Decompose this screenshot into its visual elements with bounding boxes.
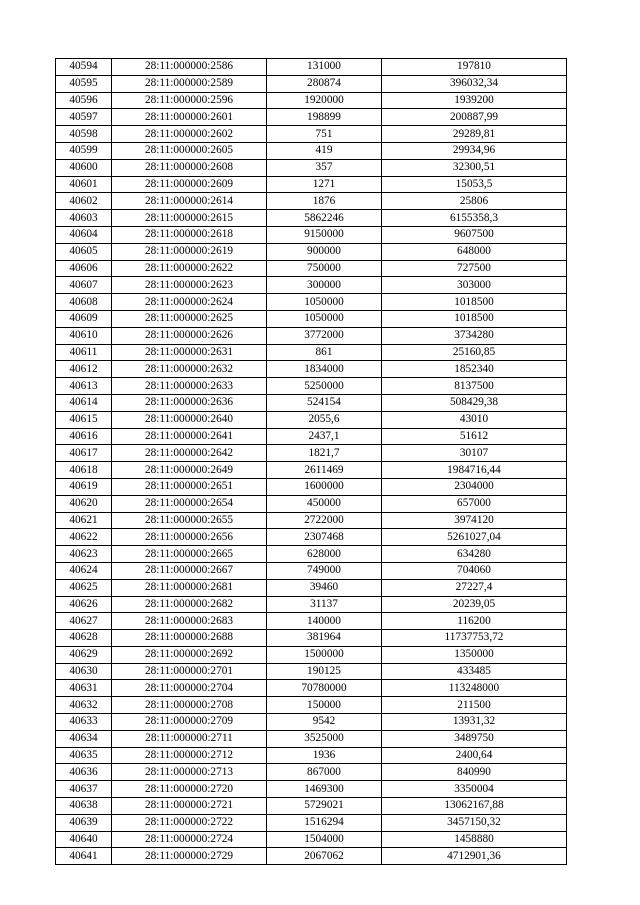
cadastral-value-cell: 25806 [382, 193, 567, 210]
row-number-cell: 40598 [56, 126, 112, 143]
cadastral-value-cell: 8137500 [382, 378, 567, 395]
cadastral-value-cell: 2400,64 [382, 747, 567, 764]
table-row [56, 663, 567, 680]
table-row [56, 814, 567, 831]
table-row [56, 848, 567, 865]
table-row [56, 210, 567, 227]
cadastral-value-cell: 29289,81 [382, 126, 567, 143]
area-cell: 1600000 [267, 478, 382, 495]
table-row [56, 243, 567, 260]
row-number-cell: 40623 [56, 546, 112, 563]
table-row [56, 462, 567, 479]
cadastral-value-cell: 303000 [382, 277, 567, 294]
row-number-cell: 40611 [56, 344, 112, 361]
area-cell: 751 [267, 126, 382, 143]
row-number-cell: 40604 [56, 226, 112, 243]
row-number-cell: 40622 [56, 529, 112, 546]
cadastral-number-cell: 28:11:000000:2701 [112, 663, 267, 680]
row-number-cell: 40627 [56, 613, 112, 630]
row-number-cell: 40594 [56, 59, 112, 76]
table-row [56, 495, 567, 512]
cadastral-value-cell: 648000 [382, 243, 567, 260]
cadastral-number-cell: 28:11:000000:2614 [112, 193, 267, 210]
table-row [56, 428, 567, 445]
area-cell: 70780000 [267, 680, 382, 697]
area-cell: 1936 [267, 747, 382, 764]
cadastral-number-cell: 28:11:000000:2608 [112, 159, 267, 176]
cadastral-number-cell: 28:11:000000:2623 [112, 277, 267, 294]
area-cell: 39460 [267, 579, 382, 596]
table-row [56, 394, 567, 411]
area-cell: 5862246 [267, 210, 382, 227]
cadastral-value-cell: 634280 [382, 546, 567, 563]
cadastral-number-cell: 28:11:000000:2711 [112, 730, 267, 747]
cadastral-value-cell: 113248000 [382, 680, 567, 697]
area-cell: 1876 [267, 193, 382, 210]
row-number-cell: 40628 [56, 630, 112, 647]
area-cell: 9542 [267, 714, 382, 731]
table-row [56, 159, 567, 176]
area-cell: 1821,7 [267, 445, 382, 462]
table-row [56, 478, 567, 495]
table-row [56, 529, 567, 546]
row-number-cell: 40608 [56, 294, 112, 311]
row-number-cell: 40619 [56, 478, 112, 495]
area-cell: 131000 [267, 59, 382, 76]
cadastral-value-cell: 197810 [382, 59, 567, 76]
area-cell: 1469300 [267, 781, 382, 798]
row-number-cell: 40625 [56, 579, 112, 596]
cadastral-number-cell: 28:11:000000:2708 [112, 697, 267, 714]
cadastral-number-cell: 28:11:000000:2605 [112, 142, 267, 159]
cadastral-number-cell: 28:11:000000:2624 [112, 294, 267, 311]
table-row [56, 92, 567, 109]
cadastral-value-cell: 433485 [382, 663, 567, 680]
row-number-cell: 40621 [56, 512, 112, 529]
row-number-cell: 40635 [56, 747, 112, 764]
row-number-cell: 40617 [56, 445, 112, 462]
area-cell: 31137 [267, 596, 382, 613]
table-row [56, 378, 567, 395]
cadastral-value-cell: 25160,85 [382, 344, 567, 361]
row-number-cell: 40616 [56, 428, 112, 445]
table-row [56, 75, 567, 92]
area-cell: 3772000 [267, 327, 382, 344]
area-cell: 1050000 [267, 310, 382, 327]
cadastral-value-cell: 3489750 [382, 730, 567, 747]
table-row [56, 781, 567, 798]
row-number-cell: 40606 [56, 260, 112, 277]
table-body [56, 59, 567, 865]
row-number-cell: 40603 [56, 210, 112, 227]
area-cell: 861 [267, 344, 382, 361]
table-row [56, 646, 567, 663]
cadastral-value-cell: 704060 [382, 562, 567, 579]
cadastral-number-cell: 28:11:000000:2618 [112, 226, 267, 243]
cadastral-value-cell: 32300,51 [382, 159, 567, 176]
table-row [56, 310, 567, 327]
area-cell: 140000 [267, 613, 382, 630]
area-cell: 1834000 [267, 361, 382, 378]
table-row [56, 327, 567, 344]
area-cell: 2437,1 [267, 428, 382, 445]
cadastral-number-cell: 28:11:000000:2654 [112, 495, 267, 512]
row-number-cell: 40626 [56, 596, 112, 613]
cadastral-value-cell: 1939200 [382, 92, 567, 109]
table-row [56, 630, 567, 647]
area-cell: 381964 [267, 630, 382, 647]
cadastral-value-cell: 2304000 [382, 478, 567, 495]
cadastral-number-cell: 28:11:000000:2667 [112, 562, 267, 579]
cadastral-value-cell: 396032,34 [382, 75, 567, 92]
area-cell: 300000 [267, 277, 382, 294]
cadastral-value-cell: 200887,99 [382, 109, 567, 126]
row-number-cell: 40638 [56, 798, 112, 815]
row-number-cell: 40599 [56, 142, 112, 159]
area-cell: 5729021 [267, 798, 382, 815]
cadastral-number-cell: 28:11:000000:2632 [112, 361, 267, 378]
area-cell: 867000 [267, 764, 382, 781]
area-cell: 450000 [267, 495, 382, 512]
cadastral-number-cell: 28:11:000000:2655 [112, 512, 267, 529]
cadastral-number-cell: 28:11:000000:2626 [112, 327, 267, 344]
table-row [56, 361, 567, 378]
area-cell: 749000 [267, 562, 382, 579]
cadastral-value-cell: 30107 [382, 445, 567, 462]
row-number-cell: 40620 [56, 495, 112, 512]
cadastral-value-cell: 508429,38 [382, 394, 567, 411]
table-row [56, 142, 567, 159]
cadastral-number-cell: 28:11:000000:2656 [112, 529, 267, 546]
cadastral-value-cell: 1984716,44 [382, 462, 567, 479]
cadastral-number-cell: 28:11:000000:2596 [112, 92, 267, 109]
table-row [56, 512, 567, 529]
cadastral-number-cell: 28:11:000000:2682 [112, 596, 267, 613]
row-number-cell: 40631 [56, 680, 112, 697]
area-cell: 1504000 [267, 831, 382, 848]
table-row [56, 579, 567, 596]
row-number-cell: 40614 [56, 394, 112, 411]
cadastral-number-cell: 28:11:000000:2625 [112, 310, 267, 327]
area-cell: 1920000 [267, 92, 382, 109]
cadastral-value-cell: 1458880 [382, 831, 567, 848]
cadastral-value-cell: 27227,4 [382, 579, 567, 596]
row-number-cell: 40629 [56, 646, 112, 663]
cadastral-value-cell: 51612 [382, 428, 567, 445]
row-number-cell: 40610 [56, 327, 112, 344]
cadastral-value-cell: 43010 [382, 411, 567, 428]
table-row [56, 680, 567, 697]
row-number-cell: 40601 [56, 176, 112, 193]
row-number-cell: 40607 [56, 277, 112, 294]
cadastral-number-cell: 28:11:000000:2615 [112, 210, 267, 227]
cadastral-number-cell: 28:11:000000:2721 [112, 798, 267, 815]
cadastral-value-cell: 4712901,36 [382, 848, 567, 865]
cadastral-number-cell: 28:11:000000:2619 [112, 243, 267, 260]
cadastral-value-cell: 5261027,04 [382, 529, 567, 546]
cadastral-number-cell: 28:11:000000:2641 [112, 428, 267, 445]
cadastral-value-cell: 11737753,72 [382, 630, 567, 647]
area-cell: 2067062 [267, 848, 382, 865]
cadastral-number-cell: 28:11:000000:2609 [112, 176, 267, 193]
area-cell: 198899 [267, 109, 382, 126]
table-row [56, 176, 567, 193]
cadastral-number-cell: 28:11:000000:2722 [112, 814, 267, 831]
row-number-cell: 40602 [56, 193, 112, 210]
table-row [56, 831, 567, 848]
cadastral-number-cell: 28:11:000000:2602 [112, 126, 267, 143]
area-cell: 2055,6 [267, 411, 382, 428]
table-row [56, 445, 567, 462]
cadastral-value-cell: 211500 [382, 697, 567, 714]
table-row [56, 562, 567, 579]
cadastral-value-cell: 9607500 [382, 226, 567, 243]
area-cell: 9150000 [267, 226, 382, 243]
cadastral-number-cell: 28:11:000000:2729 [112, 848, 267, 865]
row-number-cell: 40633 [56, 714, 112, 731]
row-number-cell: 40597 [56, 109, 112, 126]
table-row [56, 697, 567, 714]
cadastral-number-cell: 28:11:000000:2636 [112, 394, 267, 411]
area-cell: 1271 [267, 176, 382, 193]
cadastral-number-cell: 28:11:000000:2649 [112, 462, 267, 479]
row-number-cell: 40640 [56, 831, 112, 848]
cadastral-number-cell: 28:11:000000:2651 [112, 478, 267, 495]
cadastral-number-cell: 28:11:000000:2720 [112, 781, 267, 798]
table-row [56, 294, 567, 311]
cadastral-value-cell: 3734280 [382, 327, 567, 344]
table-row [56, 798, 567, 815]
cadastral-value-cell: 3457150,32 [382, 814, 567, 831]
cadastral-number-cell: 28:11:000000:2709 [112, 714, 267, 731]
cadastral-number-cell: 28:11:000000:2665 [112, 546, 267, 563]
row-number-cell: 40605 [56, 243, 112, 260]
cadastral-number-cell: 28:11:000000:2724 [112, 831, 267, 848]
cadastral-number-cell: 28:11:000000:2688 [112, 630, 267, 647]
table-row [56, 546, 567, 563]
area-cell: 750000 [267, 260, 382, 277]
table-row [56, 747, 567, 764]
cadastral-value-cell: 1852340 [382, 361, 567, 378]
cadastral-value-cell: 1018500 [382, 294, 567, 311]
area-cell: 357 [267, 159, 382, 176]
area-cell: 1500000 [267, 646, 382, 663]
row-number-cell: 40615 [56, 411, 112, 428]
area-cell: 3525000 [267, 730, 382, 747]
area-cell: 1516294 [267, 814, 382, 831]
row-number-cell: 40637 [56, 781, 112, 798]
row-number-cell: 40634 [56, 730, 112, 747]
table-row [56, 109, 567, 126]
table-row [56, 764, 567, 781]
table-row [56, 226, 567, 243]
cadastral-value-cell: 29934,96 [382, 142, 567, 159]
table-row [56, 260, 567, 277]
table-row [56, 411, 567, 428]
area-cell: 2611469 [267, 462, 382, 479]
area-cell: 150000 [267, 697, 382, 714]
cadastral-value-cell: 727500 [382, 260, 567, 277]
cadastral-number-cell: 28:11:000000:2601 [112, 109, 267, 126]
cadastral-value-cell: 3350004 [382, 781, 567, 798]
cadastral-number-cell: 28:11:000000:2683 [112, 613, 267, 630]
cadastral-number-cell: 28:11:000000:2692 [112, 646, 267, 663]
area-cell: 280874 [267, 75, 382, 92]
table-row [56, 193, 567, 210]
row-number-cell: 40618 [56, 462, 112, 479]
row-number-cell: 40636 [56, 764, 112, 781]
cadastral-value-cell: 20239,05 [382, 596, 567, 613]
cadastral-value-cell: 13062167,88 [382, 798, 567, 815]
cadastral-value-cell: 13931,32 [382, 714, 567, 731]
cadastral-number-cell: 28:11:000000:2681 [112, 579, 267, 596]
area-cell: 2722000 [267, 512, 382, 529]
cadastral-number-cell: 28:11:000000:2704 [112, 680, 267, 697]
cadastral-value-cell: 6155358,3 [382, 210, 567, 227]
cadastral-value-cell: 3974120 [382, 512, 567, 529]
area-cell: 900000 [267, 243, 382, 260]
cadastral-number-cell: 28:11:000000:2622 [112, 260, 267, 277]
row-number-cell: 40600 [56, 159, 112, 176]
cadastral-number-cell: 28:11:000000:2586 [112, 59, 267, 76]
cadastral-number-cell: 28:11:000000:2640 [112, 411, 267, 428]
row-number-cell: 40612 [56, 361, 112, 378]
area-cell: 628000 [267, 546, 382, 563]
table-row [56, 596, 567, 613]
row-number-cell: 40613 [56, 378, 112, 395]
row-number-cell: 40641 [56, 848, 112, 865]
area-cell: 5250000 [267, 378, 382, 395]
cadastral-value-cell: 840990 [382, 764, 567, 781]
cadastral-value-cell: 1350000 [382, 646, 567, 663]
cadastral-number-cell: 28:11:000000:2713 [112, 764, 267, 781]
cadastral-value-cell: 657000 [382, 495, 567, 512]
row-number-cell: 40595 [56, 75, 112, 92]
table-row [56, 613, 567, 630]
table-row [56, 714, 567, 731]
cadastral-value-cell: 1018500 [382, 310, 567, 327]
row-number-cell: 40596 [56, 92, 112, 109]
table-row [56, 730, 567, 747]
cadastral-number-cell: 28:11:000000:2633 [112, 378, 267, 395]
area-cell: 1050000 [267, 294, 382, 311]
row-number-cell: 40609 [56, 310, 112, 327]
table-row [56, 277, 567, 294]
row-number-cell: 40630 [56, 663, 112, 680]
area-cell: 419 [267, 142, 382, 159]
cadastral-number-cell: 28:11:000000:2712 [112, 747, 267, 764]
cadastral-number-cell: 28:11:000000:2631 [112, 344, 267, 361]
table-row [56, 59, 567, 76]
cadastral-value-table [55, 58, 567, 865]
area-cell: 190125 [267, 663, 382, 680]
table-row [56, 344, 567, 361]
row-number-cell: 40639 [56, 814, 112, 831]
cadastral-number-cell: 28:11:000000:2589 [112, 75, 267, 92]
table-row [56, 126, 567, 143]
cadastral-value-cell: 116200 [382, 613, 567, 630]
row-number-cell: 40624 [56, 562, 112, 579]
cadastral-value-cell: 15053,5 [382, 176, 567, 193]
area-cell: 2307468 [267, 529, 382, 546]
row-number-cell: 40632 [56, 697, 112, 714]
area-cell: 524154 [267, 394, 382, 411]
cadastral-number-cell: 28:11:000000:2642 [112, 445, 267, 462]
